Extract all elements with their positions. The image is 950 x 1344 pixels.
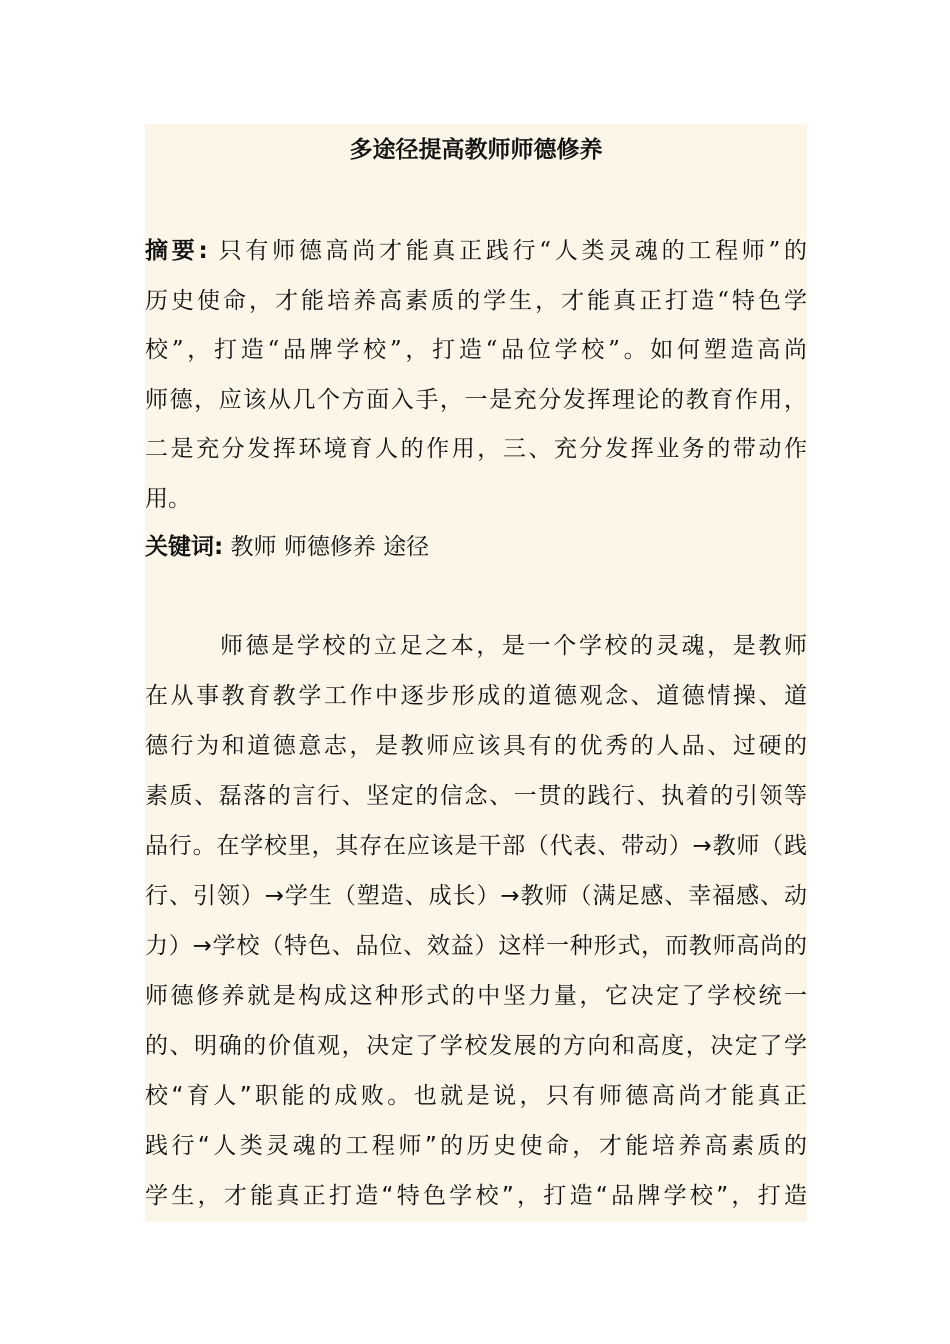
document-page bbox=[145, 124, 807, 1222]
body-line: 师德是学校的立足之本，是一个学校的灵魂，是教师 bbox=[220, 633, 807, 659]
body-line: 德行为和道德意志，是教师应该具有的优秀的人品、过硬的 bbox=[145, 733, 807, 759]
document-title: 多途径提高教师师德修养 bbox=[349, 137, 603, 163]
abstract-label: 摘要: bbox=[145, 238, 208, 264]
body-line: 力）→学校（特色、品位、效益）这样一种形式，而教师高尚的 bbox=[145, 933, 807, 959]
keywords-label: 关键词: bbox=[145, 534, 224, 560]
abstract-line: 用。 bbox=[145, 485, 191, 512]
abstract-line: 师德，应该从几个方面入手，一是充分发挥理论的教育作用， bbox=[145, 386, 807, 413]
body-line: 学生，才能真正打造“特色学校”，打造“品牌学校”，打造 bbox=[145, 1183, 807, 1209]
body-line: 践行“人类灵魂的工程师”的历史使命，才能培养高素质的 bbox=[145, 1133, 807, 1159]
abstract-line: 校”，打造“品牌学校”，打造“品位学校”。如何塑造高尚 bbox=[145, 337, 807, 363]
abstract-line bbox=[145, 227, 807, 277]
abstract-line: 历史使命，才能培养高素质的学生，才能真正打造“特色学 bbox=[145, 287, 807, 314]
keywords-text: 教师 师德修养 途径 bbox=[223, 534, 430, 560]
body-line: 在从事教育教学工作中逐步形成的道德观念、道德情操、道 bbox=[145, 683, 807, 709]
abstract-text: 只有师德高尚才能真正践行“人类灵魂的工程师”的 bbox=[207, 238, 807, 264]
keywords-section bbox=[145, 523, 807, 573]
body-line: 品行。在学校里，其存在应该是干部（代表、带动）→教师（践 bbox=[145, 833, 807, 859]
body-line: 师德修养就是构成这种形式的中坚力量，它决定了学校统一 bbox=[145, 983, 807, 1009]
body-line: 的、明确的价值观，决定了学校发展的方向和高度，决定了学 bbox=[145, 1033, 807, 1059]
body-line: 行、引领）→学生（塑造、成长）→教师（满足感、幸福感、动 bbox=[145, 883, 807, 909]
body-line: 校“育人”职能的成败。也就是说，只有师德高尚才能真正 bbox=[145, 1083, 807, 1109]
body-line: 素质、磊落的言行、坚定的信念、一贯的践行、执着的引领等 bbox=[145, 783, 807, 809]
abstract-section bbox=[145, 227, 807, 524]
abstract-line: 二是充分发挥环境育人的作用，三、充分发挥业务的带动作 bbox=[145, 436, 807, 462]
body-paragraph bbox=[145, 621, 807, 1221]
